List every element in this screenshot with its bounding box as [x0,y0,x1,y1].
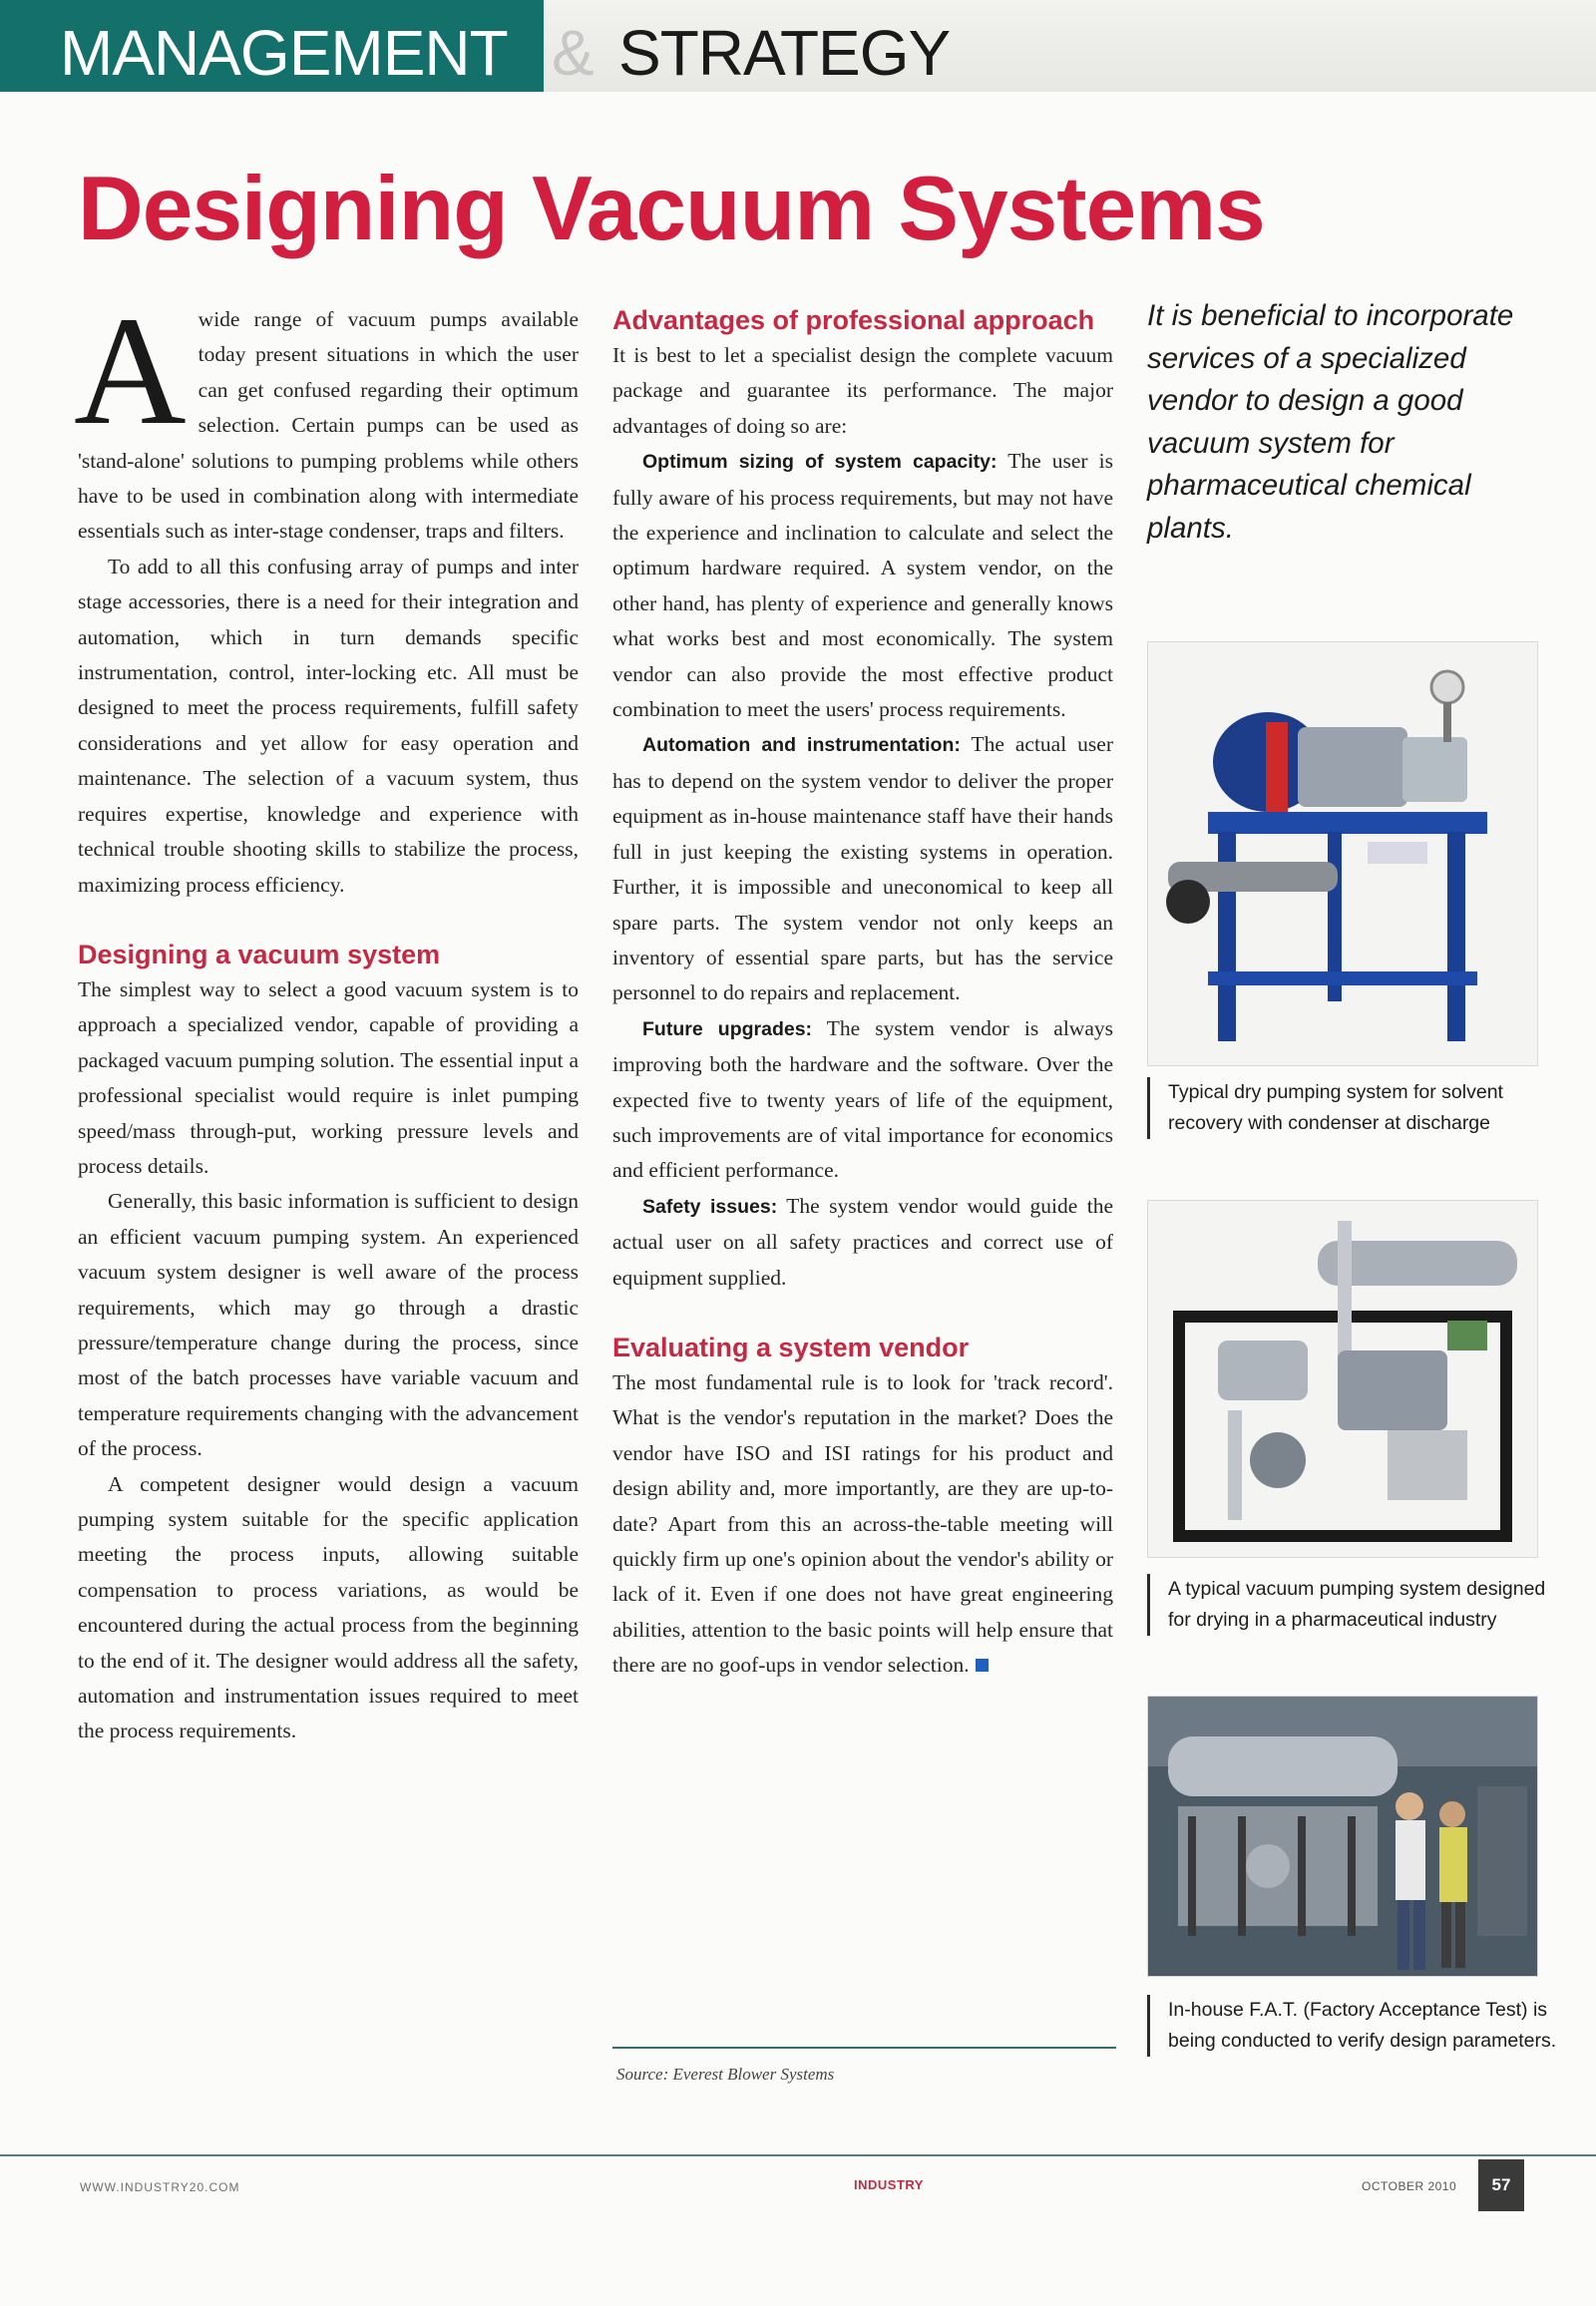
article-column-1 [74,284,579,1749]
lead-in-automation: Automation and instrumentation: [642,734,961,757]
paragraph: The simplest way to select a good vacuum system is to approach a specialized vendor, capable of providing a packaged vacuum pumping solution. The essential input a professional specialist would require is inlet pumping speed/mass through-put, working pressure levels and process details. [78,976,579,1178]
footer-divider [0,2154,1596,2156]
photo-drying-vacuum-system [1147,1200,1538,1558]
paragraph: To add to all this confusing array of pumps and inter stage accessories, there is a need for their integration and automation, which in turn demands specific instrumentation, control, inter-locking etc. All must be designed to meet the process requirements, fulfill safety considerations and yet allow for easy operation and maintenance. The selection of a vacuum system, thus requires expertise, knowledge and experience with technical trouble shooting skills to stabilize the process, maximizing process efficiency. [78,554,579,897]
article-title: Designing Vacuum Systems [78,159,1265,259]
intro-paragraph [74,284,579,550]
subheading-evaluating: Evaluating a system vendor [612,1332,970,1362]
photo-caption-1: Typical dry pumping system for solvent recovery with condenser at discharge [1147,1077,1557,1139]
paragraph: It is best to let a specialist design the complete vacuum package and guarantee its performance. The major advantages of doing so are: [612,343,1113,438]
lead-in-optimum-sizing: Optimum sizing of system capacity: [642,451,998,474]
photo-factory-acceptance-test [1147,1696,1538,1977]
photo-caption-2: A typical vacuum pumping system designed for drying in a pharmaceutical industry [1147,1574,1557,1636]
section-label-management: MANAGEMENT [60,17,508,89]
photo-dry-pumping-system [1147,641,1538,1066]
section-label-ampersand: & [552,17,594,89]
lead-in-future-upgrades: Future upgrades: [642,1017,813,1040]
subheading-advantages: Advantages of professional approach [612,305,1095,335]
end-mark-icon [976,1659,989,1672]
footer-magazine-name: INDUSTRY [854,2177,924,2192]
paragraph: A competent designer would design a vacuum pumping system suitable for the specific application meeting the process inputs, allowing suitable compensation to process variations, as would be encountered during the actual process from the beginning to the end of it. The designer would address all the safety, automation and instrumentation issues required to meet the process requirements. [78,1471,579,1743]
intro-text: wide range of vacuum pumps available today present situations in which the user can get confused regarding their optimum selection. Certain pumps can be used as 'stand-alone' solutions to pumping problems while others have to be used in combination along with intermediate essentials such as inter-stage condenser, traps and filters. [78,307,579,544]
article-column-2 [612,302,1113,1684]
paragraph [612,1365,1113,1684]
pull-quote: It is beneficial to incorporate services of a specialized vendor to design a good vacuum system for pharmaceutical chemical plants. [1147,299,1514,545]
page-number: 57 [1478,2159,1524,2211]
paragraph-text: The system vendor would guide the actual user on all safety practices and correct use of equipment supplied. [612,1193,1113,1290]
paragraph [612,1011,1113,1189]
footer-issue-date: OCTOBER 2010 [1362,2179,1457,2193]
section-header [0,0,1596,92]
source-divider [612,2047,1116,2049]
source-credit: Source: Everest Blower Systems [616,2065,835,2084]
drop-cap: A [74,284,187,457]
paragraph-text: The system vendor is always improving both the hardware and the software. Over the expected five to twenty years of life of the equipment, such improvements are of vital importance for economics and efficient performance. [612,1015,1113,1183]
paragraph-text: The user is fully aware of his process requirements, but may not have the experience and inclination to calculate and select the optimum hardware required. A system vendor, on the other hand, has plenty of experience and generally knows what works best and most economically. The system vendor can also provide the most effective product combination to meet the users' process requirements. [612,449,1113,722]
paragraph: Generally, this basic information is sufficient to design an efficient vacuum pumping system. An experienced vacuum system designer is well aware of the process requirements, which may go through a drastic pressure/temperature change during the process, since most of the batch processes have variable vacuum and temperature requirements changing with the advancement of the process. [78,1189,579,1461]
photo-caption-3: In-house F.A.T. (Factory Acceptance Test) is being conducted to verify design parameters. [1147,1995,1557,2057]
footer-website: WWW.INDUSTRY20.COM [80,2180,240,2194]
section-label-strategy: STRATEGY [618,17,951,89]
paragraph [612,444,1113,727]
paragraph [612,727,1113,1010]
paragraph [612,1189,1113,1296]
paragraph-text: The actual user has to depend on the system vendor to deliver the proper equipment as in-house maintenance staff have their hands full in just keeping the existing systems in operation. Further, it is impossible and uneconomical to keep all spare parts. The system vendor not only keeps an inventory of essential spare parts, but has the service personnel to do repairs and replacement. [612,732,1113,1005]
subheading-designing: Designing a vacuum system [78,939,441,969]
paragraph-text: The most fundamental rule is to look for 'track record'. What is the vendor's reputation in the market? Does the vendor have ISO and ISI ratings for his product and design ability and, more importantly, are they are up-to-date? Apart from this an across-the-table meeting will quickly firm up one's opinion about the vendor's ability or lack of it. Even if one does not have great engineering abilities, attention to the basic points will help ensure that there are no goof-ups in vendor selection. [612,1369,1113,1678]
lead-in-safety: Safety issues: [642,1195,778,1218]
